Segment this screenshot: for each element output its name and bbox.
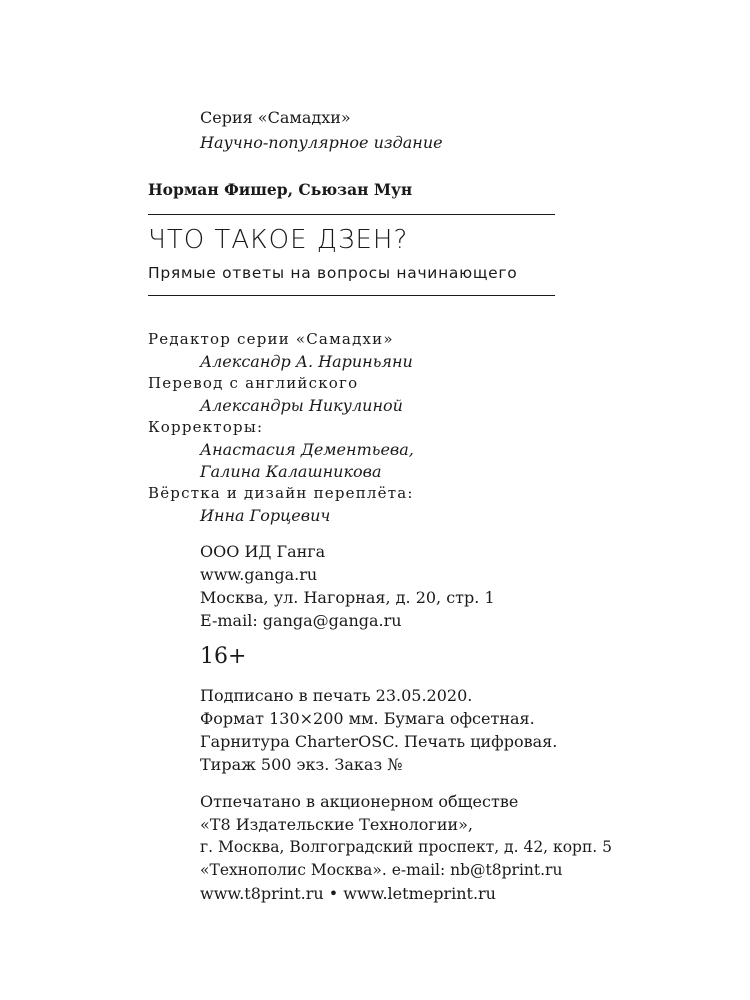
book-subtitle: Прямые ответы на вопросы начинающего [148, 264, 518, 282]
print-info-run: Тираж 500 экз. Заказ № [200, 755, 403, 774]
title-rule-top [148, 214, 555, 215]
credit-role-editor: Редактор серии «Самадхи» [148, 330, 394, 348]
title-rule-bottom [148, 295, 555, 296]
printer-line-3: г. Москва, Волгоградский проспект, д. 42, корп. 5 [200, 838, 613, 856]
printer-line-2: «Т8 Издательские Технологии», [200, 815, 474, 834]
credit-name-proofreader-1: Анастасия Дементьева, [200, 440, 414, 459]
credit-role-proofreaders: Корректоры: [148, 418, 264, 436]
book-title: ЧТО ТАКОЕ ДЗЕН? [148, 225, 409, 255]
series-line: Серия «Самадхи» [200, 108, 351, 127]
age-rating: 16+ [200, 644, 247, 669]
print-info-typeface: Гарнитура CharterOSC. Печать цифровая. [200, 732, 558, 751]
printer-line-5[interactable]: www.t8print.ru • www.letmeprint.ru [200, 884, 496, 903]
print-info-signed: Подписано в печать 23.05.2020. [200, 686, 473, 705]
publisher-email[interactable]: E-mail: ganga@ganga.ru [200, 611, 402, 630]
credit-name-proofreader-2: Галина Калашникова [200, 462, 382, 481]
credit-role-translation: Перевод с английского [148, 374, 359, 392]
edition-type: Научно-популярное издание [200, 133, 443, 152]
print-info-format: Формат 130×200 мм. Бумага офсетная. [200, 709, 535, 728]
credit-name-translator: Александры Никулиной [200, 396, 403, 415]
credit-name-editor: Александр А. Нариньяни [200, 352, 413, 371]
publisher-name: ООО ИД Ганга [200, 542, 326, 561]
printer-line-4[interactable]: «Технополис Москва». e-mail: nb@t8print.ru [200, 861, 563, 879]
publisher-address: Москва, ул. Нагорная, д. 20, стр. 1 [200, 588, 495, 607]
printer-line-1: Отпечатано в акционерном обществе [200, 792, 519, 811]
credit-name-designer: Инна Горцевич [200, 506, 331, 525]
publisher-website[interactable]: www.ganga.ru [200, 565, 318, 584]
credit-role-layout: Вёрстка и дизайн переплёта: [148, 484, 414, 502]
authors: Норман Фишер, Сьюзан Мун [148, 180, 413, 199]
